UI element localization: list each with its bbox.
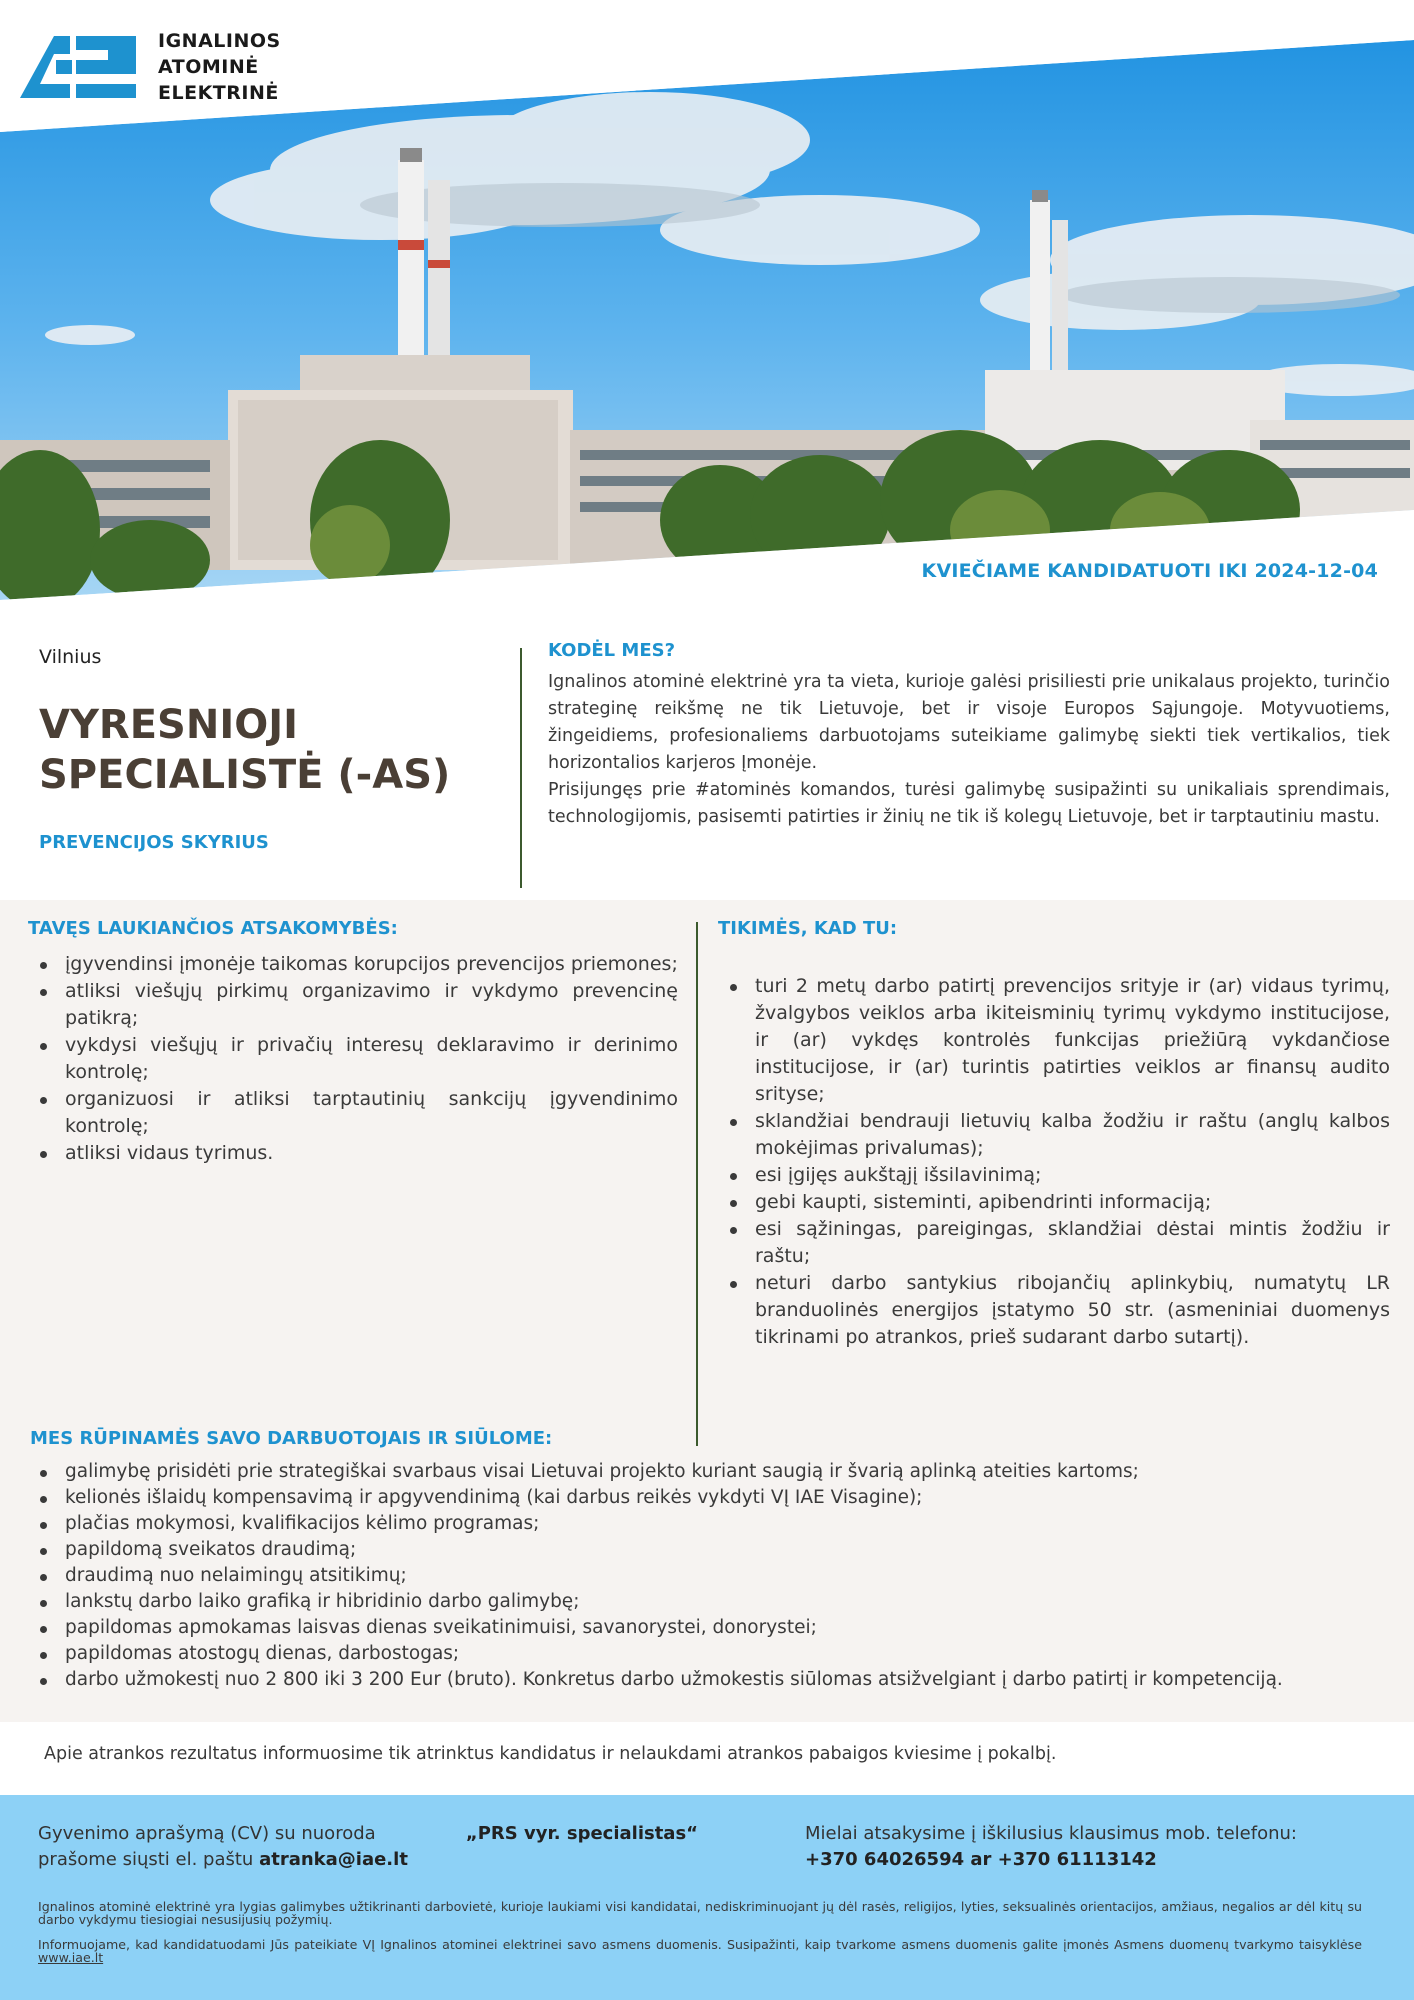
cv-text: Gyvenimo aprašymą (CV) su nuoroda — [38, 1823, 376, 1844]
job-title-line-1: VYRESNIOJI — [39, 702, 298, 748]
job-title — [39, 700, 509, 800]
list-item: plačias mokymosi, kvalifikacijos kėlimo programas; — [30, 1511, 1370, 1537]
privacy-disclaimer — [38, 1938, 1362, 1964]
list-item: vykdysi viešųjų ir privačių interesų deklaravimo ir derinimo kontrolę; — [28, 1032, 678, 1086]
application-deadline: KVIEČIAME KANDIDATUOTI IKI 2024-12-04 — [921, 560, 1378, 582]
list-item: įgyvendinsi įmonėje taikomas korupcijos prevencijos priemones; — [28, 951, 678, 978]
why-us-paragraph-2: Prisijungęs prie #atominės komandos, turėsi galimybę susipažinti su unikaliais sprendimais, technologijomis, pasisemti patirties ir žinių ne tik iš kolegų Lietuvoje, bet ir tarptautiniu mastu. — [548, 780, 1390, 827]
company-logo[interactable] — [20, 28, 281, 106]
list-item: esi įgijęs aukštąjį išsilavinimą; — [718, 1162, 1390, 1189]
job-title-line-2: SPECIALISTĖ (-AS) — [39, 752, 451, 798]
why-us-paragraph-1: Ignalinos atominė elektrinė yra ta vieta, kurioje galėsi prisiliesti prie unikalaus projekto, turinčio strateginę reikšmę ne tik Lietuvoje, bet ir visoje Europos Sąjungoje. Motyvuotiems, žingeidiems, profesionaliems darbuotojams suteikiame galimybę siekti tiek vertikalios, tiek horizontalios karjeros Įmonėje. — [548, 672, 1390, 773]
list-item: atliksi vidaus tyrimus. — [28, 1140, 678, 1167]
benefits-section — [30, 1428, 1370, 1693]
list-item: lankstų darbo laiko grafiką ir hibridinio darbo galimybę; — [30, 1589, 1370, 1615]
job-location: Vilnius — [39, 646, 102, 668]
logo-word-3: ELEKTRINĖ — [158, 82, 279, 104]
phone-numbers[interactable]: +370 64026594 ar +370 61113142 — [805, 1849, 1157, 1870]
list-item: papildomas apmokamas laisvas dienas sveikatinimuisi, savanorystei, donorystei; — [30, 1615, 1370, 1641]
list-item: organizuosi ir atliksi tarptautinių sankcijų įgyvendinimo kontrolę; — [28, 1086, 678, 1140]
iae-logo-mark-icon — [20, 32, 138, 102]
list-item: draudimą nuo nelaimingų atsitikimų; — [30, 1563, 1370, 1589]
details-section — [0, 900, 1414, 1722]
email-link[interactable]: atranka@iae.lt — [259, 1849, 408, 1870]
list-item: galimybę prisidėti prie strategiškai svarbaus visai Lietuvai projekto kuriant saugią ir švarią aplinką ateities kartoms; — [30, 1459, 1370, 1485]
contact-footer — [0, 1795, 1414, 2000]
list-item: gebi kaupti, sisteminti, apibendrinti informaciją; — [718, 1189, 1390, 1216]
list-item: kelionės išlaidų kompensavimą ir apgyvendinimą (kai darbus reikės vykdyti VĮ IAE Visagine); — [30, 1485, 1370, 1511]
expectations-list — [718, 973, 1390, 1351]
responsibilities-list — [28, 951, 678, 1167]
responsibilities-heading: TAVĘS LAUKIANČIOS ATSAKOMYBĖS: — [28, 918, 398, 939]
divider-line — [520, 648, 522, 888]
divider-line — [696, 922, 698, 1446]
expectations-section — [718, 918, 1390, 1351]
list-item: neturi darbo santykius ribojančių aplinkybių, numatytų LR branduolinės energijos įstatymo 50 str. (asmeniniai duomenys tikrinami po atrankos, prieš sudarant darbo sutartį). — [718, 1270, 1390, 1351]
logo-wordmark — [158, 28, 281, 106]
logo-word-1: IGNALINOS — [158, 30, 281, 52]
cv-instructions — [38, 1821, 698, 1873]
why-us-section — [548, 640, 1390, 831]
website-link[interactable]: www.iae.lt — [38, 1950, 104, 1965]
responsibilities-section — [28, 918, 678, 1167]
equal-opportunity-disclaimer: Ignalinos atominė elektrinė yra lygias galimybes užtikrinanti darbovietė, kurioje laukiami visi kandidatai, nediskriminuojant jų dėl rasės, religijos, lyties, seksualinės orientacijos, amžiaus, negalios ar dėl kitų su darbo vykdymu tiesiogiai nesusijusių požymių. — [38, 1899, 1362, 1927]
benefits-list — [30, 1459, 1370, 1693]
benefits-heading: MES RŪPINAMĖS SAVO DARBUOTOJAIS IR SIŪLOME: — [30, 1428, 553, 1449]
hero-banner — [0, 0, 1414, 610]
list-item: papildomą sveikatos draudimą; — [30, 1537, 1370, 1563]
cv-reference: „PRS vyr. specialistas“ — [465, 1823, 698, 1844]
list-item: turi 2 metų darbo patirtį prevencijos srityje ir (ar) vidaus tyrimų, žvalgybos veiklos arba ikiteisminių tyrimų vykdymo institucijose, ir (ar) vykdęs kontrolės funkcijas priežiūrą vykdančiose institucijose, ir (ar) turintis patirties veiklos ar finansų audito srityse; — [718, 973, 1390, 1108]
list-item: atliksi viešųjų pirkimų organizavimo ir vykdymo prevencinę patikrą; — [28, 978, 678, 1032]
why-us-heading: KODĖL MES? — [548, 640, 676, 661]
expectations-heading: TIKIMĖS, KAD TU: — [718, 918, 898, 939]
list-item: sklandžiai bendrauji lietuvių kalba žodžiu ir raštu (anglų kalbos mokėjimas privalumas); — [718, 1108, 1390, 1162]
phone-text: Mielai atsakysime į iškilusius klausimus mob. telefonu: — [805, 1823, 1297, 1844]
intro-section — [0, 610, 1414, 900]
list-item: darbo užmokestį nuo 2 800 iki 3 200 Eur (bruto). Konkretus darbo užmokestis siūlomas atsižvelgiant į darbo patirtį ir kompetenciją. — [30, 1667, 1370, 1693]
list-item: esi sąžiningas, pareigingas, sklandžiai dėstai mintis žodžiu ir raštu; — [718, 1216, 1390, 1270]
privacy-text: Informuojame, kad kandidatuodami Jūs pateikiate VĮ Ignalinos atominei elektrinei savo asmens duomenis. Susipažinti, kaip tvarkome asmens duomenis galite įmonės Asmens duomenų tvarkymo taisyklėse — [38, 1937, 1362, 1952]
selection-notice: Apie atrankos rezultatus informuosime tik atrinktus kandidatus ir nelaukdami atrankos pabaigos kviesime į pokalbį. — [44, 1744, 1057, 1764]
logo-word-2: ATOMINĖ — [158, 56, 259, 78]
department-name: PREVENCIJOS SKYRIUS — [39, 832, 269, 853]
cv-text-2: prašome siųsti el. paštu — [38, 1849, 254, 1870]
phone-contacts — [805, 1821, 1297, 1873]
list-item: papildomas atostogų dienas, darbostogas; — [30, 1641, 1370, 1667]
